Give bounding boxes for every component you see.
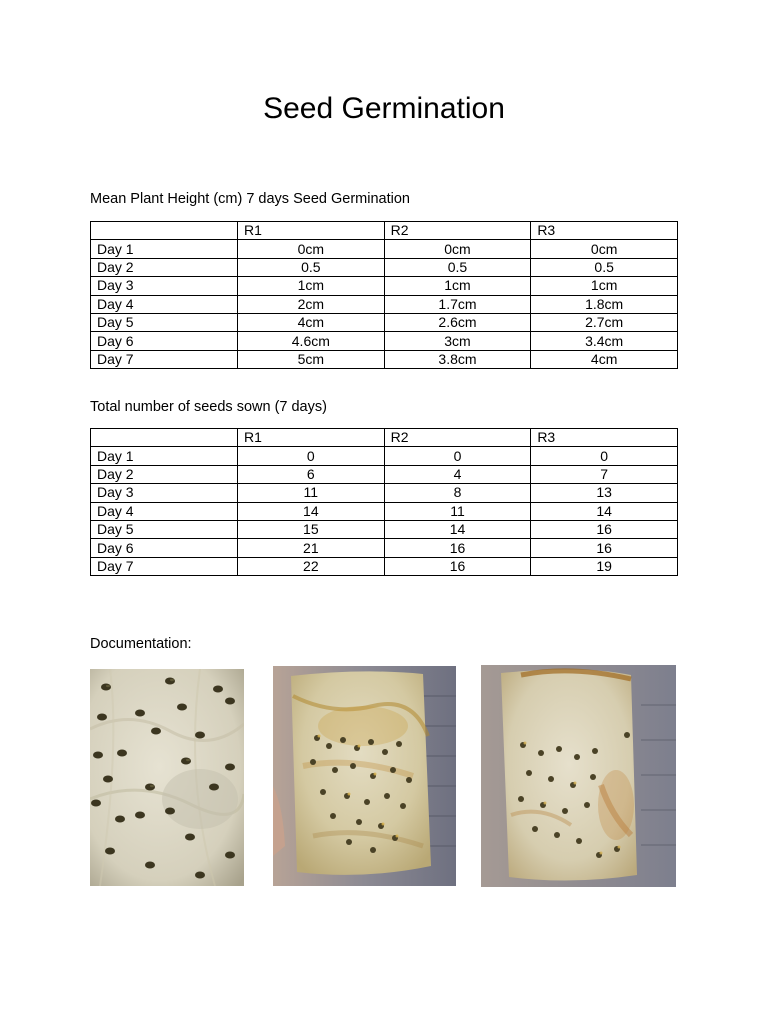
value-cell: 6 bbox=[238, 465, 385, 483]
table-row bbox=[91, 277, 678, 295]
day-cell: Day 7 bbox=[91, 557, 238, 575]
value-cell: 0 bbox=[384, 447, 531, 465]
value-cell: 2.6cm bbox=[384, 313, 531, 331]
table-row bbox=[91, 484, 678, 502]
header-cell: R2 bbox=[384, 222, 531, 240]
value-cell: 3cm bbox=[384, 332, 531, 350]
value-cell: 19 bbox=[531, 557, 678, 575]
value-cell: 14 bbox=[238, 502, 385, 520]
value-cell: 13 bbox=[531, 484, 678, 502]
table-row bbox=[91, 502, 678, 520]
value-cell: 4 bbox=[384, 465, 531, 483]
value-cell: 14 bbox=[384, 520, 531, 538]
documentation-label: Documentation: bbox=[90, 636, 192, 652]
seeds-table-caption: Total number of seeds sown (7 days) bbox=[90, 399, 327, 415]
header-cell: R3 bbox=[531, 429, 678, 447]
day-cell: Day 4 bbox=[91, 295, 238, 313]
header-cell bbox=[91, 222, 238, 240]
day-cell: Day 6 bbox=[91, 539, 238, 557]
table-header-row bbox=[91, 429, 678, 447]
header-cell: R1 bbox=[238, 222, 385, 240]
header-cell: R2 bbox=[384, 429, 531, 447]
value-cell: 4cm bbox=[531, 350, 678, 368]
day-cell: Day 3 bbox=[91, 277, 238, 295]
value-cell: 14 bbox=[531, 502, 678, 520]
value-cell: 0.5 bbox=[531, 258, 678, 276]
value-cell: 16 bbox=[384, 539, 531, 557]
day-cell: Day 6 bbox=[91, 332, 238, 350]
value-cell: 16 bbox=[531, 539, 678, 557]
seed-photo-r3 bbox=[481, 665, 676, 887]
value-cell: 3.4cm bbox=[531, 332, 678, 350]
value-cell: 3.8cm bbox=[384, 350, 531, 368]
header-cell: R3 bbox=[531, 222, 678, 240]
height-table-caption: Mean Plant Height (cm) 7 days Seed Germination bbox=[90, 191, 410, 207]
seed-photo-r2 bbox=[273, 666, 456, 886]
table-row bbox=[91, 295, 678, 313]
table-row bbox=[91, 465, 678, 483]
header-cell bbox=[91, 429, 238, 447]
day-cell: Day 2 bbox=[91, 465, 238, 483]
value-cell: 0.5 bbox=[384, 258, 531, 276]
value-cell: 21 bbox=[238, 539, 385, 557]
value-cell: 2cm bbox=[238, 295, 385, 313]
table-row bbox=[91, 350, 678, 368]
table-row bbox=[91, 332, 678, 350]
table-row bbox=[91, 240, 678, 258]
value-cell: 8 bbox=[384, 484, 531, 502]
value-cell: 1.7cm bbox=[384, 295, 531, 313]
value-cell: 1cm bbox=[238, 277, 385, 295]
value-cell: 16 bbox=[384, 557, 531, 575]
table-row bbox=[91, 520, 678, 538]
value-cell: 0 bbox=[531, 447, 678, 465]
value-cell: 4.6cm bbox=[238, 332, 385, 350]
seed-photo-day1 bbox=[90, 669, 244, 886]
value-cell: 0cm bbox=[531, 240, 678, 258]
value-cell: 22 bbox=[238, 557, 385, 575]
value-cell: 11 bbox=[384, 502, 531, 520]
value-cell: 7 bbox=[531, 465, 678, 483]
day-cell: Day 1 bbox=[91, 447, 238, 465]
day-cell: Day 2 bbox=[91, 258, 238, 276]
table-header-row bbox=[91, 222, 678, 240]
value-cell: 0cm bbox=[238, 240, 385, 258]
day-cell: Day 5 bbox=[91, 520, 238, 538]
page-title: Seed Germination bbox=[263, 92, 505, 125]
table-row bbox=[91, 539, 678, 557]
value-cell: 0 bbox=[238, 447, 385, 465]
height-table bbox=[90, 221, 678, 369]
value-cell: 0.5 bbox=[238, 258, 385, 276]
table-row bbox=[91, 313, 678, 331]
day-cell: Day 3 bbox=[91, 484, 238, 502]
value-cell: 15 bbox=[238, 520, 385, 538]
value-cell: 1cm bbox=[531, 277, 678, 295]
value-cell: 0cm bbox=[384, 240, 531, 258]
day-cell: Day 7 bbox=[91, 350, 238, 368]
value-cell: 2.7cm bbox=[531, 313, 678, 331]
seeds-table bbox=[90, 428, 678, 576]
value-cell: 4cm bbox=[238, 313, 385, 331]
table-row bbox=[91, 258, 678, 276]
value-cell: 1.8cm bbox=[531, 295, 678, 313]
header-cell: R1 bbox=[238, 429, 385, 447]
day-cell: Day 4 bbox=[91, 502, 238, 520]
value-cell: 1cm bbox=[384, 277, 531, 295]
value-cell: 11 bbox=[238, 484, 385, 502]
value-cell: 16 bbox=[531, 520, 678, 538]
value-cell: 5cm bbox=[238, 350, 385, 368]
day-cell: Day 1 bbox=[91, 240, 238, 258]
day-cell: Day 5 bbox=[91, 313, 238, 331]
table-row bbox=[91, 447, 678, 465]
table-row bbox=[91, 557, 678, 575]
